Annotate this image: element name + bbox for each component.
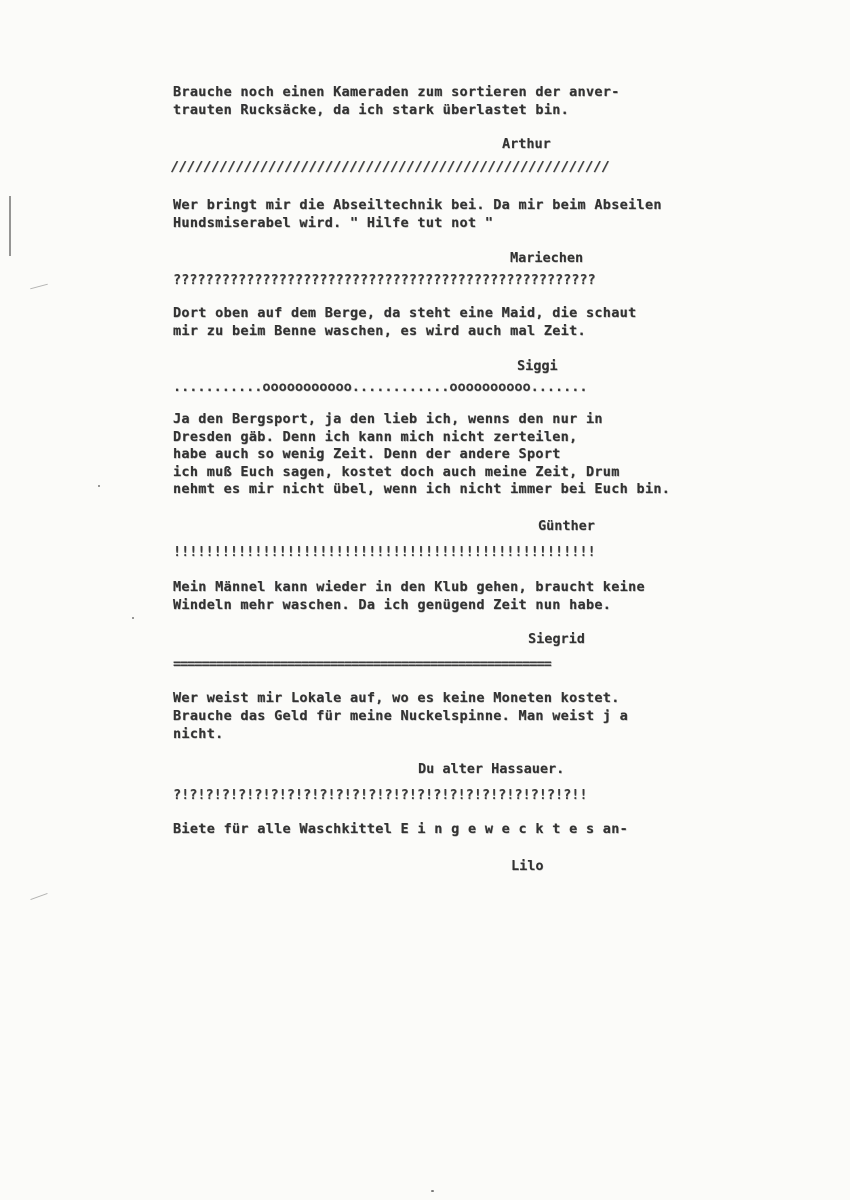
entry-2-signature: Mariechen [510,250,584,266]
entry-2-divider: ???????????????????????????????????????????????????? [173,272,596,288]
entry-6-signature: Du alter Hassauer. [418,761,565,777]
margin-scan-arc [30,284,48,290]
entry-3-divider: ...........ooooooooooo............oooooooooo....... [173,379,588,395]
margin-scan-arc-lower [30,893,47,900]
entry-7-text: Biete für alle Waschkittel E i n g e w e c k t e s an- [173,821,629,837]
entry-6-divider: ?!?!?!?!?!?!?!?!?!?!?!?!?!?!?!?!?!?!?!?!?!?!?!?!?!! [173,787,588,803]
entry-5-divider: ===================================================== [173,656,551,672]
scan-speck [132,617,134,619]
entry-5-text: Mein Männel kann wieder in den Klub gehen, braucht keine Windeln mehr waschen. Da ich genügend Zeit nun habe. [173,579,645,613]
entry-7-signature: Lilo [511,858,544,874]
entry-3-text: Dort oben auf dem Berge, da steht eine Maid, die schaut mir zu beim Benne waschen, es wird auch mal Zeit. [173,305,637,339]
entry-3-signature: Siggi [517,358,558,374]
entry-4-signature: Günther [538,518,595,534]
margin-scan-mark [9,196,11,256]
entry-1-text: Brauche noch einen Kameraden zum sortieren der anver- trauten Rucksäcke, da ich stark überlastet bin. [173,84,620,118]
entry-5-signature: Siegrid [528,631,585,647]
entry-2-text: Wer bringt mir die Abseiltechnik bei. Da mir beim Abseilen Hundsmiserabel wird. " Hilfe tut not " [173,197,662,231]
scan-speck [98,485,100,487]
entry-4-text: Ja den Bergsport, ja den lieb ich, wenns den nur in Dresden gäb. Denn ich kann mich nicht zerteilen, habe auch so wenig Zeit. Denn der andere Sport ich muß Euch sagen, kostet doch auch meine Zeit, Drum nehmt es mir nicht übel, wenn ich nicht immer bei Euch bin. [173,411,671,497]
scan-speck [431,1190,434,1192]
entry-6-text: Wer weist mir Lokale auf, wo es keine Moneten kostet. Brauche das Geld für meine Nuckelspinne. Man weist j a nicht. [173,690,629,742]
entry-1-divider: ////////////////////////////////////////////////////// [171,159,610,175]
entry-1-signature: Arthur [502,136,551,152]
entry-4-divider: !!!!!!!!!!!!!!!!!!!!!!!!!!!!!!!!!!!!!!!!!!!!!!!!!!!! [173,544,596,560]
